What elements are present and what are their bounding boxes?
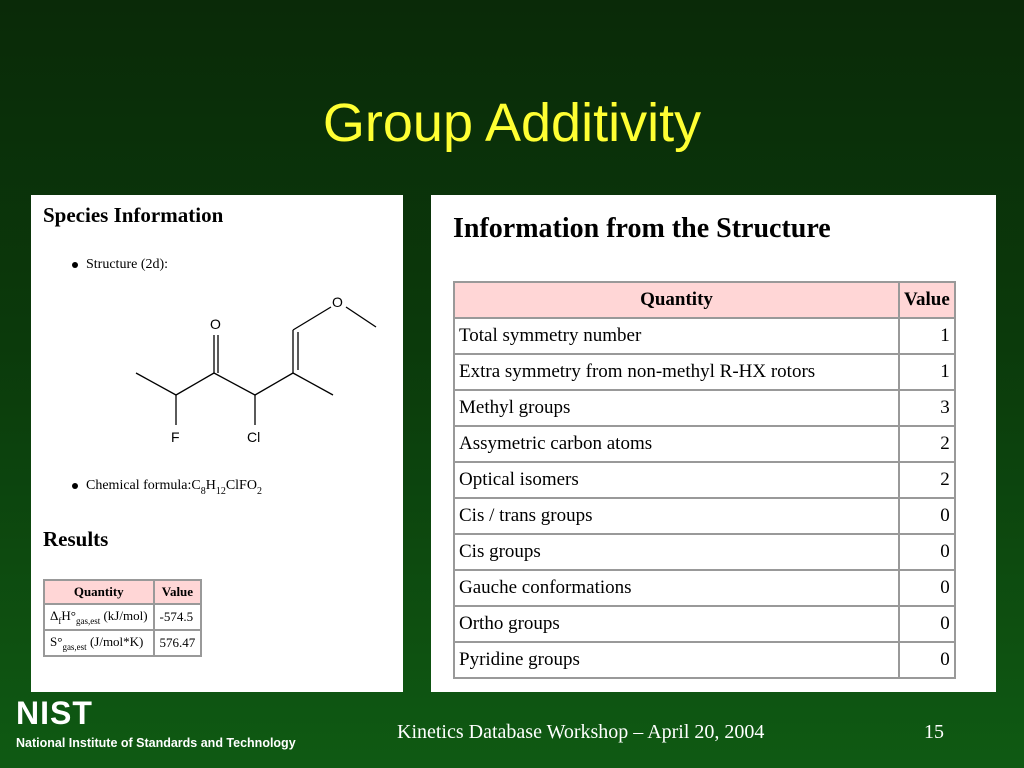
table-row <box>454 462 955 498</box>
results-heading: Results <box>43 527 109 551</box>
structure-info-table <box>453 281 956 679</box>
value-cell: -574.5 <box>154 604 202 630</box>
value-cell: 0 <box>899 570 955 606</box>
formula-label: Chemical formula: <box>86 478 192 493</box>
value-cell: 576.47 <box>154 630 202 656</box>
value-cell: 1 <box>899 354 955 390</box>
table-row <box>454 318 955 354</box>
quantity-cell: Pyridine groups <box>454 642 899 678</box>
table-row <box>454 498 955 534</box>
structure-label: Structure (2d): <box>86 257 169 272</box>
quantity-cell <box>44 604 154 630</box>
value-cell: 3 <box>899 390 955 426</box>
page-number: 15 <box>924 721 944 743</box>
table-header-row <box>44 580 201 604</box>
subscript: f <box>58 616 62 626</box>
quantity-symbol: H° <box>61 608 76 623</box>
formula-o-count: 2 <box>256 486 262 497</box>
quantity-cell: Total symmetry number <box>454 318 899 354</box>
unit: (J/mol*K) <box>86 634 144 649</box>
nist-logo <box>16 698 126 728</box>
quantity-cell <box>44 630 154 656</box>
table-row <box>454 642 955 678</box>
formula-h-count: 12 <box>215 486 226 497</box>
value-cell: 1 <box>899 318 955 354</box>
formula-c: C <box>191 478 201 493</box>
subscript: gas,est <box>75 616 101 626</box>
table-row <box>454 606 955 642</box>
oxygen-atom-label: O <box>210 316 221 332</box>
structure-info-heading: Information from the Structure <box>453 213 831 244</box>
quantity-cell: Extra symmetry from non-methyl R-HX rotors <box>454 354 899 390</box>
species-panel <box>31 195 403 692</box>
value-cell: 0 <box>899 498 955 534</box>
quantity-symbol: S° <box>50 634 63 649</box>
table-row <box>454 354 955 390</box>
quantity-cell: Cis groups <box>454 534 899 570</box>
results-table <box>43 579 202 657</box>
value-cell: 0 <box>899 642 955 678</box>
structure-bullet <box>72 257 168 273</box>
table-row <box>44 630 201 656</box>
value-cell: 2 <box>899 462 955 498</box>
quantity-cell: Optical isomers <box>454 462 899 498</box>
footer-text: Kinetics Database Workshop – April 20, 2004 <box>397 721 765 743</box>
table-row <box>454 570 955 606</box>
formula-clfo: ClFO <box>225 478 257 493</box>
column-header: Value <box>154 580 202 604</box>
oxygen-atom-label: O <box>332 294 343 310</box>
molecule-structure-image <box>121 285 391 455</box>
formula-bullet <box>72 478 262 497</box>
chlorine-atom-label: Cl <box>247 429 261 445</box>
species-heading: Species Information <box>43 203 224 227</box>
bullet-icon <box>72 483 78 489</box>
column-header: Quantity <box>454 282 899 318</box>
bullet-icon <box>72 262 78 268</box>
quantity-cell: Methyl groups <box>454 390 899 426</box>
formula-h: H <box>205 478 216 493</box>
fluorine-atom-label: F <box>171 429 180 445</box>
structure-panel <box>431 195 996 692</box>
quantity-cell: Ortho groups <box>454 606 899 642</box>
nist-org-name: National Institute of Standards and Technology <box>16 736 296 750</box>
delta-symbol: Δ <box>50 608 59 623</box>
value-cell: 2 <box>899 426 955 462</box>
quantity-cell: Cis / trans groups <box>454 498 899 534</box>
table-row <box>454 534 955 570</box>
column-header: Value <box>899 282 955 318</box>
table-row <box>454 390 955 426</box>
column-header: Quantity <box>44 580 154 604</box>
subscript: gas,est <box>62 642 87 652</box>
value-cell: 0 <box>899 606 955 642</box>
formula-c-count: 8 <box>200 486 206 497</box>
table-row <box>454 426 955 462</box>
slide-title: Group Additivity <box>322 93 702 153</box>
quantity-cell: Gauche conformations <box>454 570 899 606</box>
quantity-cell: Assymetric carbon atoms <box>454 426 899 462</box>
table-header-row <box>454 282 955 318</box>
unit: (kJ/mol) <box>100 608 148 623</box>
value-cell: 0 <box>899 534 955 570</box>
nist-logo-text: NIST <box>16 698 93 728</box>
table-row <box>44 604 201 630</box>
